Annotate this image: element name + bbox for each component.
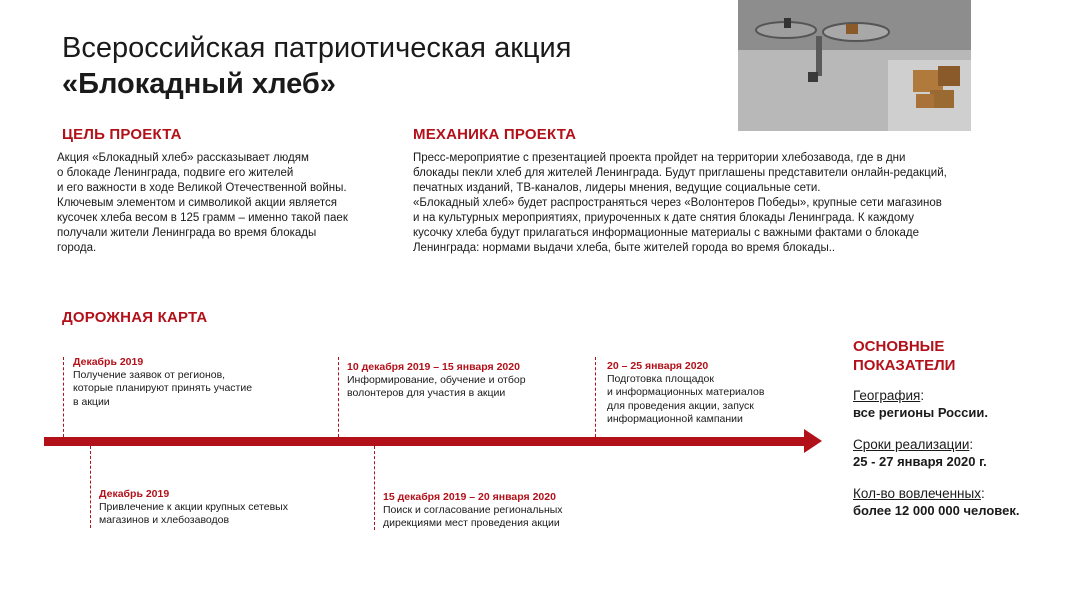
kpi-label: География (853, 388, 921, 403)
milestone-text: Получение заявок от регионов, которые планируют принять участие в акции (73, 369, 253, 408)
milestone-text: Привлечение к акции крупных сетевых магазинов и хлебозаводов (99, 501, 288, 527)
scales-with-bread-photo (738, 0, 971, 131)
kpi-item-participants: Кол-во вовлеченных: более 12 000 000 человек. (853, 485, 1068, 519)
milestone-connector (595, 357, 596, 437)
kpi-item-dates: Сроки реализации: 25 - 27 января 2020 г. (853, 436, 1068, 470)
kpi-label: Сроки реализации (853, 437, 970, 452)
milestone-connector (63, 357, 64, 437)
milestone-1 (73, 355, 313, 409)
milestone-4 (383, 490, 623, 531)
milestone-3 (347, 360, 587, 401)
roadmap-heading: ДОРОЖНАЯ КАРТА (62, 309, 208, 326)
milestone-date: Декабрь 2019 (99, 488, 170, 500)
title-line-2: «Блокадный хлеб» (62, 68, 336, 100)
milestone-date: 10 декабря 2019 – 15 января 2020 (347, 361, 520, 373)
milestone-connector (338, 357, 339, 437)
kpi-value: 25 - 27 января 2020 г. (853, 454, 987, 469)
milestone-text: Информирование, обучение и отбор волонтеров для участия в акции (347, 374, 526, 400)
timeline-arrow-line (44, 437, 804, 446)
milestone-date: Декабрь 2019 (73, 356, 144, 368)
kpi-item-geography: География: все регионы России. (853, 387, 1068, 421)
page-title (62, 30, 571, 102)
milestone-date: 20 – 25 января 2020 (607, 360, 709, 372)
kpi-value: более 12 000 000 человек. (853, 503, 1020, 518)
milestone-date: 15 декабря 2019 – 20 января 2020 (383, 491, 556, 503)
scales-with-bread-icon (738, 0, 971, 131)
title-line-1: Всероссийская патриотическая акция (62, 32, 572, 64)
kpi-heading: ОСНОВНЫЕ ПОКАЗАТЕЛИ (853, 338, 956, 374)
milestone-text: Подготовка площадок и информационных материалов для проведения акции, запуск информационной кампании (607, 373, 765, 426)
mechanics-heading: МЕХАНИКА ПРОЕКТА (413, 126, 577, 143)
milestone-text: Поиск и согласование региональных дирекциями мест проведения акции (383, 504, 563, 530)
timeline-arrow-head (804, 429, 822, 453)
milestone-connector (90, 446, 91, 528)
goal-heading: ЦЕЛЬ ПРОЕКТА (62, 126, 182, 143)
milestone-5 (607, 359, 827, 427)
milestone-2 (99, 487, 339, 528)
goal-text: Акция «Блокадный хлеб» рассказывает людям о блокаде Ленинграда, подвиге его жителей и его важности в ходе Великой Отечественной войны. Ключевым элементом и символикой акции является кусочек хлеба весом в 125 грамм – именно такой паек получали жители Ленинграда во время блокады города. (57, 152, 348, 254)
kpi-value: все регионы России. (853, 405, 988, 420)
mechanics-text: Пресс-мероприятие с презентацией проекта пройдет на территории хлебозавода, где в дни блокады пекли хлеб для жителей Ленинграда. Будут приглашены представители онлайн-редакций, печатных изданий, ТВ-каналов, лидеры мнения, ведущие социальные сети. «Блокадный хлеб» будет распространяться через «Волонтеров Победы», крупные сети магазинов и на культурных мероприятиях, приуроченных к дате снятия блокады Ленинграда. К каждому кусочку хлеба будут прилагаться информационные материалы с важными фактами о блокаде Ленинграда: нормами выдачи хлеба, быте жителей города во время блокады.. (413, 152, 947, 254)
milestone-connector (374, 446, 375, 530)
kpi-label: Кол-во вовлеченных (853, 486, 981, 501)
